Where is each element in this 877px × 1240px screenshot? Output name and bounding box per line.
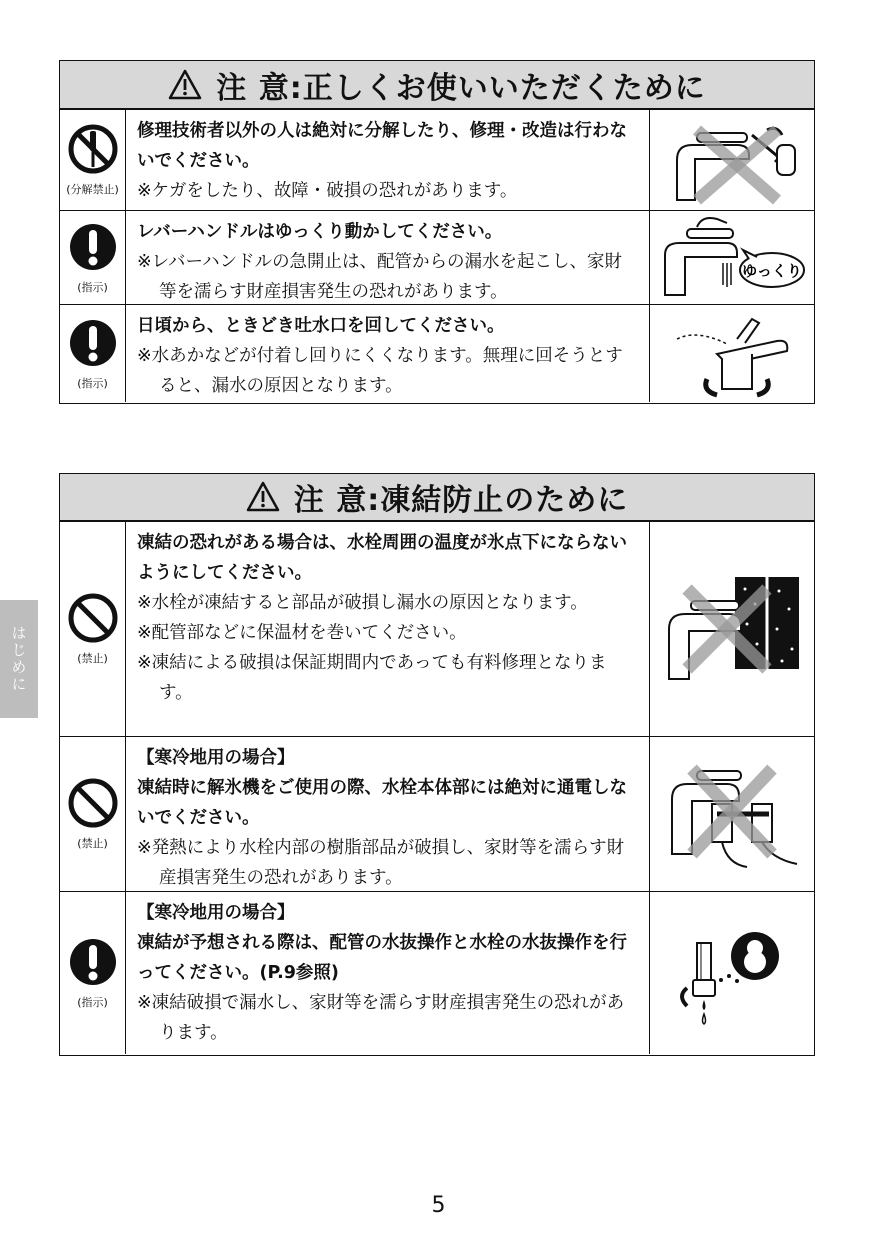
picture-cell (650, 110, 814, 210)
faucet-with-wrench-prohibited-illustration (657, 115, 807, 205)
thawing-clamp-prohibited-illustration (657, 759, 807, 869)
note: ※配管部などに保温材を巻いてください。 (137, 623, 467, 643)
note: ※ケガをしたり、故障・破損の恐れがあります。 (137, 181, 518, 201)
text-cell (126, 211, 650, 304)
caution-box-freeze-prevention (59, 473, 815, 1056)
icon-cell (60, 110, 126, 210)
note: ※水栓が凍結すると部品が破損し漏水の原因となります。 (137, 593, 588, 613)
chapter-tab-label: はじめに (9, 625, 28, 693)
caution-row (60, 304, 814, 402)
text-cell (126, 305, 650, 402)
text-cell (126, 892, 650, 1054)
picture-cell (650, 522, 814, 736)
main-instruction: 修理技術者以外の人は絶対に分解したり、修理・改造は行わないでください。 (137, 121, 627, 171)
main-instruction: レバーハンドルはゆっくり動かしてください。 (137, 222, 503, 242)
icon-caption: (分解禁止) (66, 183, 119, 196)
icon-cell (60, 522, 126, 736)
caution-row (60, 521, 814, 736)
icon-caption: (禁止) (77, 652, 108, 665)
instruction-icon (67, 221, 119, 273)
text-cell (126, 737, 650, 891)
warning-triangle-icon (246, 480, 280, 514)
note: ※レバーハンドルの急開止は、配管からの漏水を起こし、家財等を濡らす財産損害発生の恐れがあります。 (137, 252, 623, 302)
lever-slowly-illustration (657, 215, 807, 300)
note: ※凍結による破損は保証期間内であっても有料修理となります。 (137, 653, 607, 703)
caution-box-proper-use (59, 60, 815, 404)
picture-cell (650, 737, 814, 891)
instruction-icon (67, 317, 119, 369)
caution-row (60, 109, 814, 210)
icon-cell (60, 737, 126, 891)
chapter-tab[interactable] (0, 600, 38, 718)
caution-header (60, 474, 814, 521)
icon-caption: (指示) (77, 996, 108, 1009)
picture-label: ゆっくり (742, 262, 802, 280)
main-instruction: 凍結の恐れがある場合は、水栓周囲の温度が氷点下にならないようにしてください。 (137, 533, 627, 583)
region-note: 【寒冷地用の場合】 (137, 748, 295, 768)
page-number: 5 (431, 1193, 446, 1218)
caution-title: 注 意:正しくお使いいただくために (216, 70, 706, 106)
caution-header (60, 61, 814, 109)
main-instruction: 凍結が予想される際は、配管の水抜操作と水栓の水抜操作を行ってください。(P.9参照) (137, 933, 627, 983)
text-cell (126, 110, 650, 210)
no-disassembly-icon (67, 123, 119, 175)
caution-row (60, 891, 814, 1054)
icon-cell (60, 211, 126, 304)
main-instruction: 凍結時に解氷機をご使用の際、水栓本体部には絶対に通電しないでください。 (137, 778, 627, 828)
rotate-spout-illustration (657, 309, 807, 399)
caution-row (60, 736, 814, 891)
prohibited-icon (67, 777, 119, 829)
picture-cell (650, 305, 814, 402)
text-cell (126, 522, 650, 736)
icon-cell (60, 305, 126, 402)
note: ※水あかなどが付着し回りにくくなります。無理に回そうとすると、漏水の原因となります。 (137, 346, 623, 396)
caution-title: 注 意:凍結防止のために (293, 483, 629, 518)
picture-cell (650, 892, 814, 1054)
icon-caption: (指示) (77, 376, 108, 390)
icon-caption: (禁止) (77, 837, 108, 850)
picture-cell (650, 211, 814, 304)
caution-row (60, 210, 814, 304)
faucet-snow-window-prohibited-illustration (657, 569, 807, 689)
region-note: 【寒冷地用の場合】 (137, 903, 295, 923)
warning-triangle-icon (168, 68, 202, 102)
drain-water-snowman-illustration (657, 918, 807, 1028)
instruction-icon (67, 936, 119, 988)
icon-caption: (指示) (77, 280, 108, 294)
icon-cell (60, 892, 126, 1054)
main-instruction: 日頃から、ときどき吐水口を回してください。 (137, 316, 505, 336)
note: ※凍結破損で漏水し、家財等を濡らす財産損害発生の恐れがあります。 (137, 993, 625, 1043)
note: ※発熱により水栓内部の樹脂部品が破損し、家財等を濡らす財産損害発生の恐れがあります。 (137, 838, 625, 888)
prohibited-icon (67, 592, 119, 644)
